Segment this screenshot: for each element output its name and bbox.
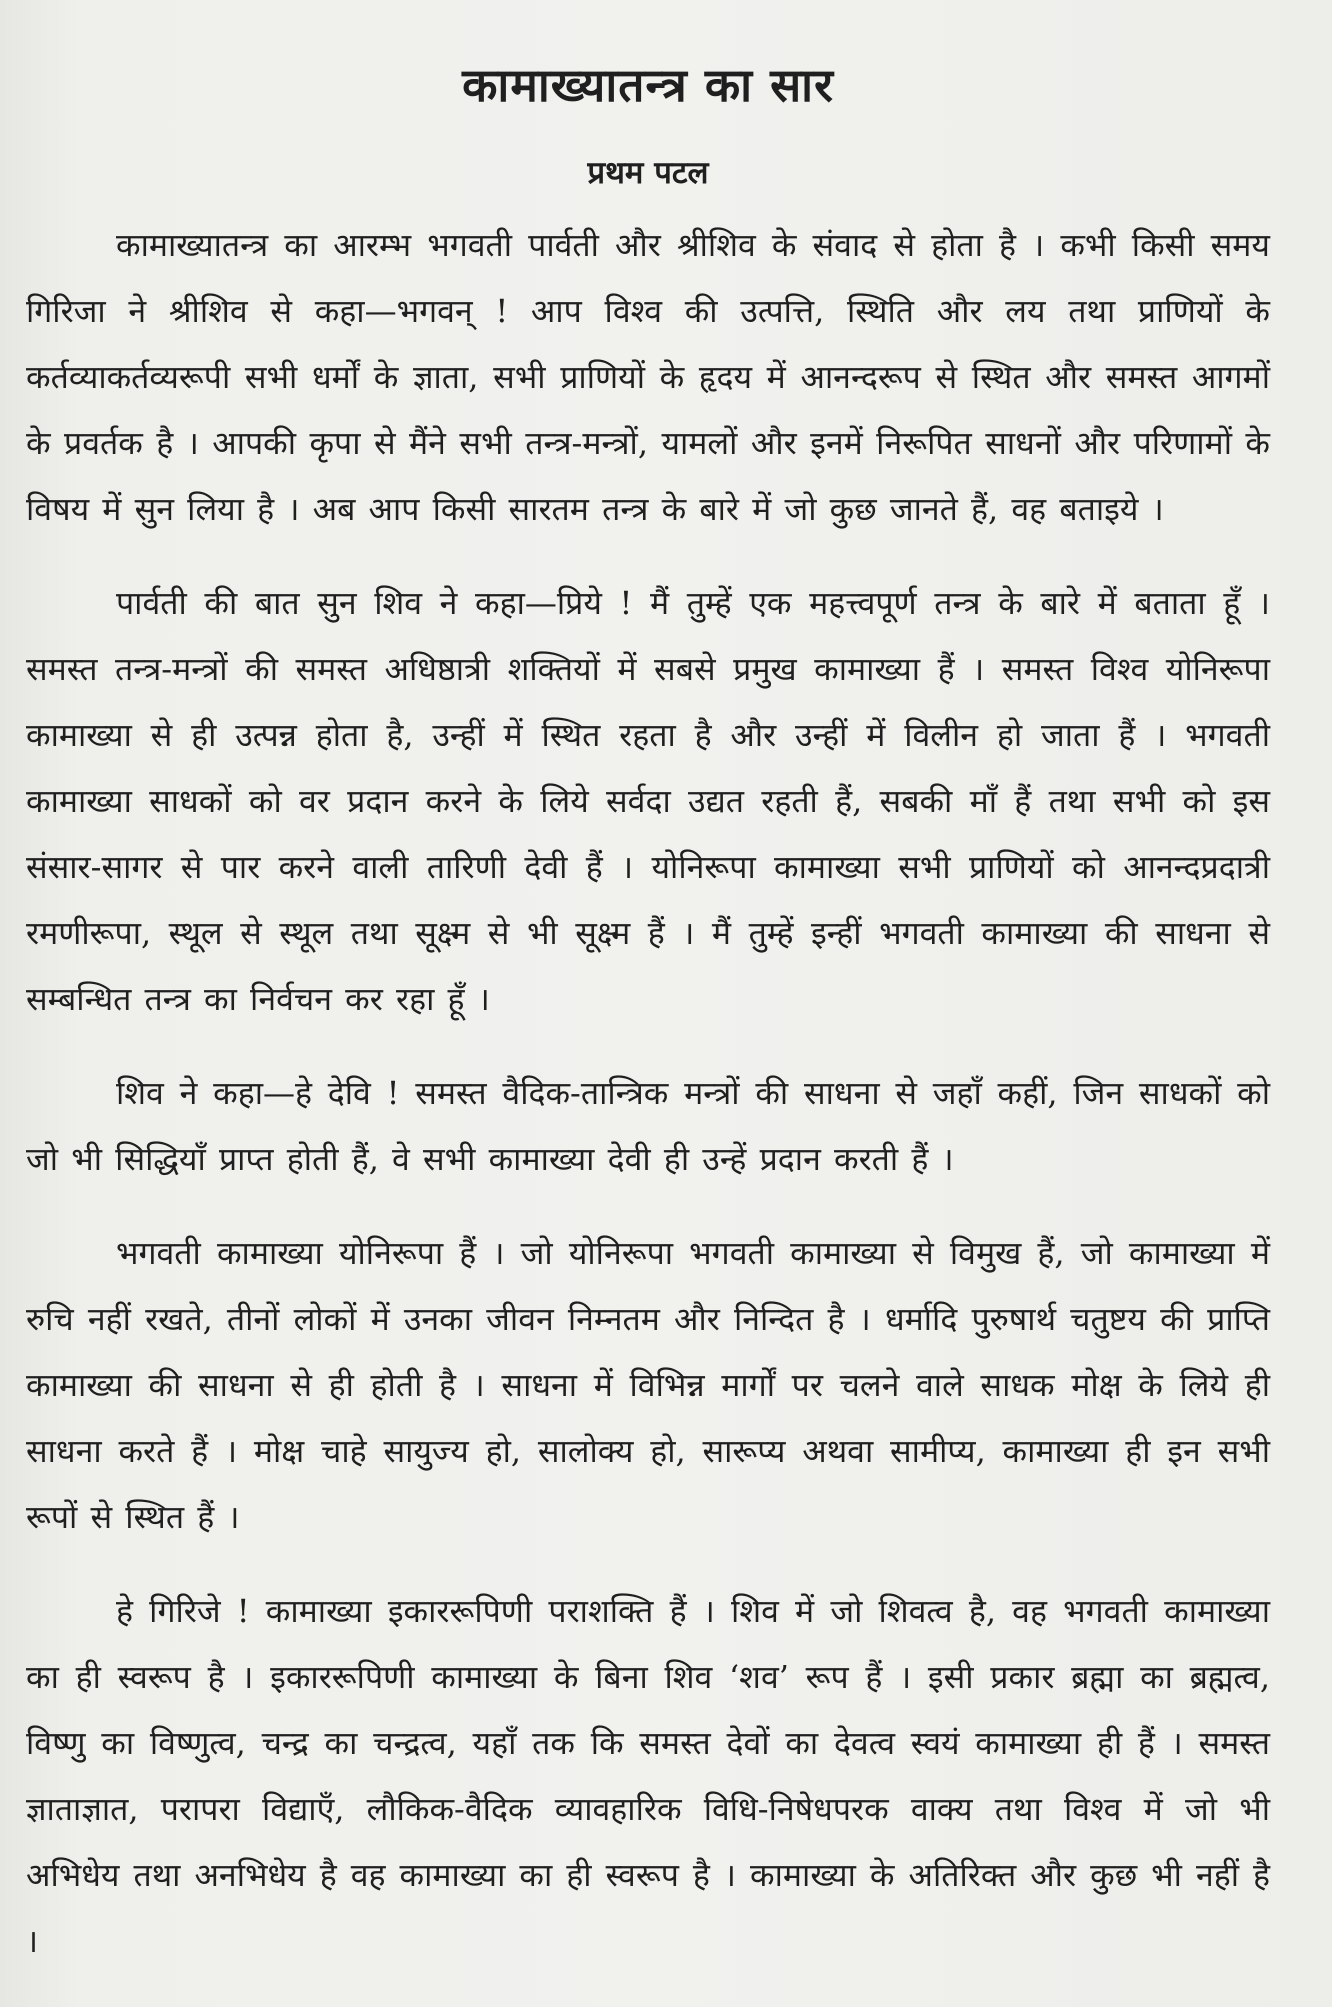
paragraph: पार्वती की बात सुन शिव ने कहा—प्रिये ! मैं तुम्हें एक महत्त्वपूर्ण तन्त्र के बारे में बताता हूँ । समस्त तन्त्र-मन्त्रों की समस्त अधिष्ठात्री शक्तियों में सबसे प्रमुख कामाख्या हैं । समस्त विश्व योनिरूपा कामाख्या से ही उत्पन्न होता है, उन्हीं में स्थित रहता है और उन्हीं में विलीन हो जाता हैं । भगवती कामाख्या साधकों को वर प्रदान करने के लिये सर्वदा उद्यत रहती हैं, सबकी माँ हैं तथा सभी को इस संसार-सागर से पार करने वाली तारिणी देवी हैं । योनिरूपा कामाख्या सभी प्राणियों को आनन्दप्रदात्री रमणीरूपा, स्थूल से स्थूल तथा सूक्ष्म से भी सूक्ष्म हैं । मैं तुम्हें इन्हीं भगवती कामाख्या की साधना से सम्बन्धित तन्त्र का निर्वचन कर रहा हूँ । [26, 584, 1270, 1019]
paragraph: शिव ने कहा—हे देवि ! समस्त वैदिक-तान्त्रिक मन्त्रों की साधना से जहाँ कहीं, जिन साधकों को जो भी सिद्धियाँ प्राप्त होती हैं, वे सभी कामाख्या देवी ही उन्हें प्रदान करती हैं । [26, 1074, 1270, 1179]
paragraph: भगवती कामाख्या योनिरूपा हैं । जो योनिरूपा भगवती कामाख्या से विमुख हैं, जो कामाख्या में रुचि नहीं रखते, तीनों लोकों में उनका जीवन निम्नतम और निन्दित है । धर्मादि पुरुषार्थ चतुष्टय की प्राप्ति कामाख्या की साधना से ही होती है । साधना में विभिन्न मार्गों पर चलने वाले साधक मोक्ष के लिये ही साधना करते हैं । मोक्ष चाहे सायुज्य हो, सालोक्य हो, सारूप्य अथवा सामीप्य, कामाख्या ही इन सभी रूपों से स्थित हैं । [26, 1234, 1270, 1537]
paragraph: हे गिरिजे ! कामाख्या इकाररूपिणी पराशक्ति हैं । शिव में जो शिवत्व है, वह भगवती कामाख्या का ही स्वरूप है । इकाररूपिणी कामाख्या के बिना शिव ‘शव’ रूप हैं । इसी प्रकार ब्रह्मा का ब्रह्मत्व, विष्णु का विष्णुत्व, चन्द्र का चन्द्रत्व, यहाँ तक कि समस्त देवों का देवत्व स्वयं कामाख्या ही हैं । समस्त ज्ञाताज्ञात, परापरा विद्याएँ, लौकिक-वैदिक व्यावहारिक विधि-निषेधपरक वाक्य तथा विश्व में जो भी अभिधेय तथा अनभिधेय है वह कामाख्या का ही स्वरूप है । कामाख्या के अतिरिक्त और कुछ भी नहीं है । [26, 1592, 1270, 1961]
page-title: कामाख्यातन्त्र का सार [462, 58, 834, 112]
paragraph: कामाख्यातन्त्र का आरम्भ भगवती पार्वती और श्रीशिव के संवाद से होता है । कभी किसी समय गिरिजा ने श्रीशिव से कहा—भगवन् ! आप विश्व की उत्पत्ति, स्थिति और लय तथा प्राणियों के कर्तव्याकर्तव्यरूपी सभी धर्मों के ज्ञाता, सभी प्राणियों के हृदय में आनन्दरूप से स्थित और समस्त आगमों के प्रवर्तक है । आपकी कृपा से मैंने सभी तन्त्र-मन्त्रों, यामलों और इनमें निरूपित साधनों और परिणामों के विषय में सुन लिया है । अब आप किसी सारतम तन्त्र के बारे में जो कुछ जानते हैं, वह बताइये । [26, 226, 1270, 529]
body-text [26, 212, 1270, 1974]
chapter-heading: प्रथम पटल [587, 155, 709, 192]
